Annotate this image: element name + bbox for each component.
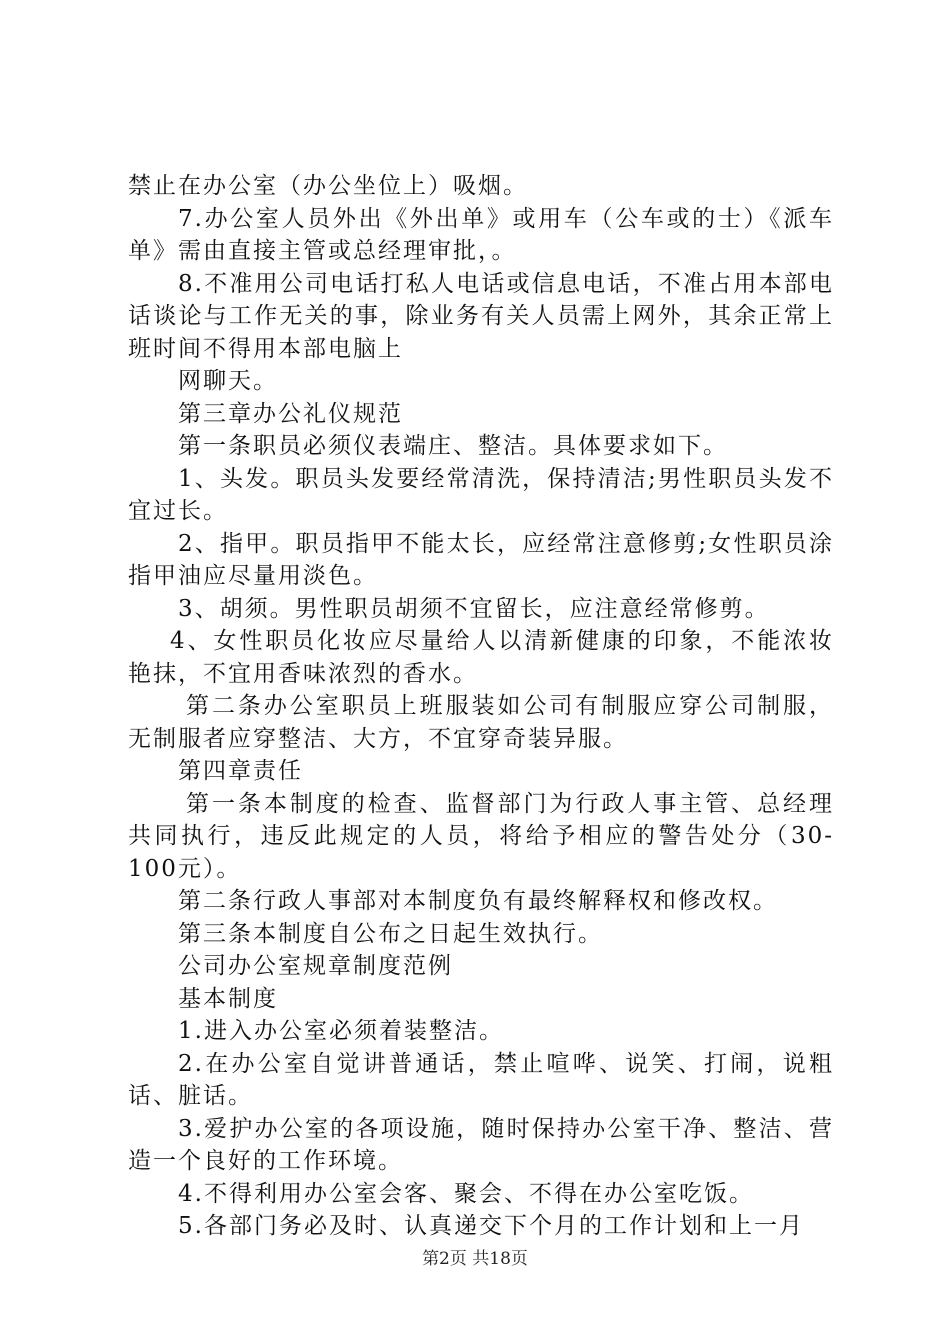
paragraph: 2.在办公室自觉讲普通话，禁止喧哗、说笑、打闹，说粗话、脏话。 (128, 1050, 834, 1109)
paragraph: 第一条职员必须仪表端庄、整洁。具体要求如下。 (178, 433, 728, 459)
document-body (128, 170, 834, 1243)
paragraph: 7.办公室人员外出《外出单》或用车（公车或的士）《派车单》需由直接主管或总经理审批，。 (128, 205, 834, 264)
chapter-heading: 第四章责任 (178, 758, 303, 784)
paragraph: 禁止在办公室（办公坐位上）吸烟。 (128, 173, 528, 199)
paragraph: 5.各部门务必及时、认真递交下个月的工作计划和上一月 (178, 1213, 804, 1239)
paragraph: 3、胡须。男性职员胡须不宜留长，应注意经常修剪。 (178, 595, 770, 622)
section-heading: 基本制度 (178, 985, 278, 1012)
section-heading: 公司办公室规章制度范例 (178, 953, 453, 979)
paragraph: 3.爱护办公室的各项设施，随时保持办公室干净、整洁、营造一个良好的工作环境。 (128, 1115, 834, 1174)
paragraph: 4、女性职员化妆应尽量给人以清新健康的印象，不能浓妆艳抹，不宜用香味浓烈的香水。 (128, 628, 834, 687)
paragraph: 4.不得利用办公室会客、聚会、不得在办公室吃饭。 (178, 1180, 754, 1207)
paragraph: 第二条办公室职员上班服装如公司有制服应穿公司制服，无制服者应穿整洁、大方，不宜穿奇装异服。 (128, 693, 834, 752)
paragraph: 1.进入办公室必须着装整洁。 (178, 1018, 504, 1044)
chapter-heading: 第三章办公礼仪规范 (178, 400, 403, 427)
paragraph: 第三条本制度自公布之日起生效执行。 (178, 920, 603, 947)
page-number-footer: 第2页 共18页 (422, 1249, 528, 1269)
paragraph: 1、头发。职员头发要经常清洗，保持清洁;男性职员头发不宜过长。 (128, 465, 834, 524)
paragraph: 第二条行政人事部对本制度负有最终解释权和修改权。 (178, 888, 778, 914)
paragraph: 网聊天。 (178, 368, 278, 394)
paragraph: 8.不准用公司电话打私人电话或信息电话，不准占用本部电话谈论与工作无关的事，除业务有关人员需上网外，其余正常上班时间不得用本部电脑上 (128, 270, 834, 362)
paragraph: 第一条本制度的检查、监督部门为行政人事主管、总经理共同执行，违反此规定的人员，将给予相应的警告处分（30-100元）。 (128, 790, 834, 882)
paragraph: 2、指甲。职员指甲不能太长，应经常注意修剪;女性职员涂指甲油应尽量用淡色。 (128, 530, 834, 589)
